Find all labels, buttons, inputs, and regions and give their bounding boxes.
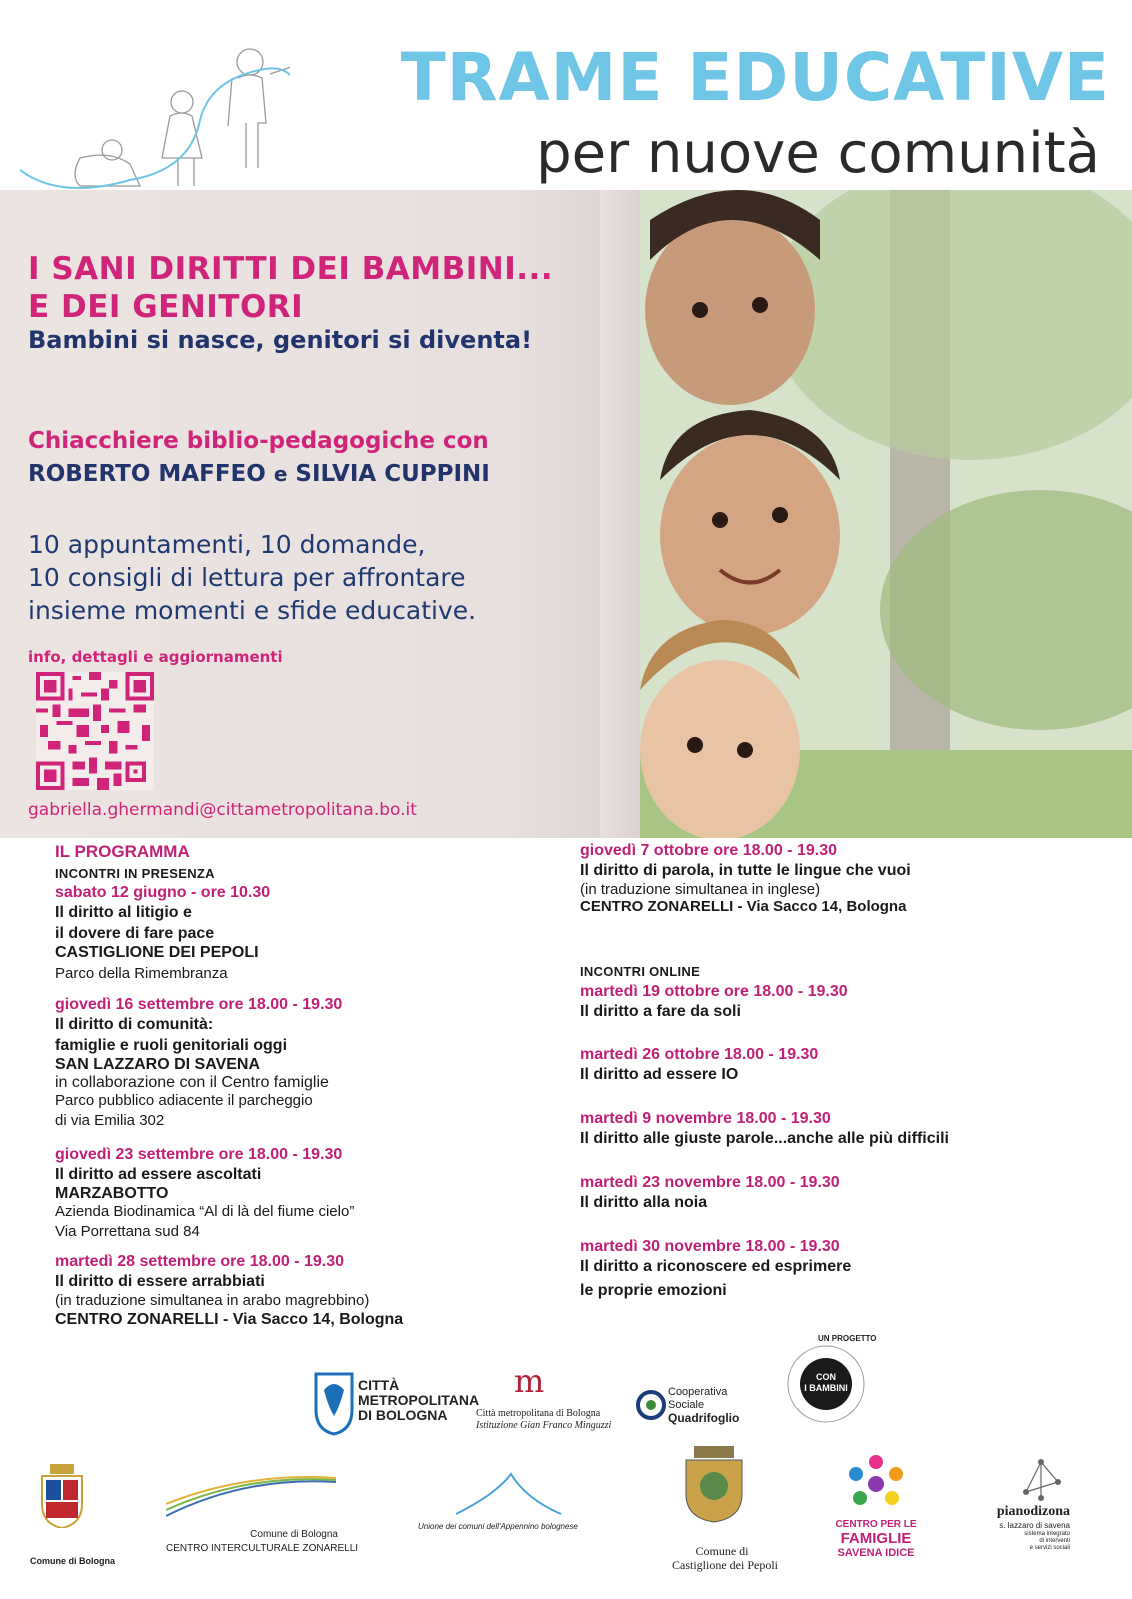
event-date: martedì 26 ottobre 18.00 - 19.30 bbox=[580, 1046, 819, 1063]
logo-text-line: Cooperativa bbox=[668, 1386, 728, 1398]
flower-people-icon bbox=[844, 1454, 908, 1514]
logo-text-line: Castiglione dei Pepoli bbox=[672, 1558, 778, 1572]
logo-text-line: s. lazzaro di savena bbox=[999, 1521, 1070, 1530]
logo-text-line: Istituzione Gian Franco Minguzzi bbox=[476, 1420, 612, 1431]
event-topic: le proprie emozioni bbox=[580, 1282, 727, 1299]
event-detail: di via Emilia 302 bbox=[55, 1112, 165, 1129]
event-place: CASTIGLIONE DEI PEPOLI bbox=[55, 944, 259, 961]
page-title: TRAME EDUCATIVE bbox=[400, 39, 1110, 116]
event-5 bbox=[580, 842, 911, 915]
logo-text-line: Comune di bbox=[695, 1544, 749, 1558]
chiacchiere-heading: Chiacchiere biblio-pedagogiche con bbox=[28, 428, 489, 454]
event-topic: Il diritto di comunità: bbox=[55, 1016, 214, 1033]
description-line: 10 appuntamenti, 10 domande, bbox=[28, 530, 426, 559]
logo-text-line: Unione dei comuni dell'Appennino bolognese bbox=[418, 1522, 578, 1531]
event-date: sabato 12 giugno - ore 10.30 bbox=[55, 884, 271, 901]
description bbox=[28, 528, 628, 627]
headline-line-1: I SANI DIRITTI DEI BAMBINI... bbox=[28, 251, 554, 287]
event-topic: il dovere di fare pace bbox=[55, 925, 215, 942]
logo-text-line: Comune di Bologna bbox=[30, 1556, 115, 1566]
logo-text-line: Quadrifoglio bbox=[668, 1411, 740, 1425]
online-event-1 bbox=[580, 983, 848, 1022]
description-line: 10 consigli di lettura per affrontare bbox=[28, 563, 466, 592]
event-place: CENTRO ZONARELLI - Via Sacco 14, Bologna bbox=[55, 1311, 404, 1328]
castiglione-crest-icon bbox=[682, 1446, 746, 1524]
speakers bbox=[28, 458, 490, 490]
event-detail: Via Porrettana sud 84 bbox=[55, 1223, 200, 1240]
logo-text-line: CITTÀ bbox=[358, 1377, 400, 1393]
event-date: martedì 19 ottobre ore 18.00 - 19.30 bbox=[580, 983, 848, 1000]
event-topic: Il diritto alla noia bbox=[580, 1194, 708, 1211]
logo-text-line: e servizi sociali bbox=[1029, 1545, 1070, 1551]
logo-text-line: Città metropolitana di Bologna bbox=[476, 1408, 601, 1419]
description-line: insieme momenti e sfide educative. bbox=[28, 596, 477, 625]
event-topic: Il diritto ad essere IO bbox=[580, 1066, 739, 1083]
logo-text-line: I BAMBINI bbox=[804, 1383, 848, 1393]
logo-text-line: Sociale bbox=[668, 1399, 705, 1411]
logo-quadrifoglio bbox=[636, 1384, 766, 1434]
logo-text-line: CON bbox=[816, 1372, 836, 1382]
logo-text-line: di interventi bbox=[1039, 1538, 1070, 1544]
logo-citta-metropolitana bbox=[314, 1370, 480, 1440]
logo-text-line: pianodizona bbox=[996, 1504, 1070, 1519]
event-topic: Il diritto ad essere ascoltati bbox=[55, 1166, 262, 1183]
headline-line-2: E DEI GENITORI bbox=[28, 289, 304, 325]
event-detail: Azienda Biodinamica “Al di là del fiume cielo” bbox=[55, 1203, 355, 1220]
children-photo bbox=[640, 190, 1132, 838]
contact-email[interactable]: gabriella.ghermandi@cittametropolitana.bo.it bbox=[28, 800, 417, 820]
logo-zonarelli bbox=[166, 1476, 359, 1568]
online-event-4 bbox=[580, 1174, 840, 1213]
logo-text-line: Comune di Bologna bbox=[250, 1529, 338, 1540]
logo-text-line: DI BOLOGNA bbox=[358, 1407, 448, 1423]
logo-text-line: sistema integrato bbox=[1024, 1531, 1070, 1537]
logo-piano-di-zona bbox=[962, 1452, 1082, 1572]
logo-text-line: FAMIGLIE bbox=[840, 1530, 912, 1547]
event-date: giovedì 7 ottobre ore 18.00 - 19.30 bbox=[580, 842, 837, 859]
event-topic: Il diritto alle giuste parole...anche alle più difficili bbox=[580, 1130, 949, 1147]
speaker-2: SILVIA CUPPINI bbox=[295, 461, 490, 487]
event-3 bbox=[55, 1146, 354, 1240]
event-topic: (in traduzione simultanea in arabo magrebbino) bbox=[55, 1292, 370, 1309]
tagline: Bambini si nasce, genitori si diventa! bbox=[28, 326, 533, 354]
event-topic: famiglie e ruoli genitoriali oggi bbox=[55, 1037, 288, 1054]
event-topic: (in traduzione simultanea in inglese) bbox=[580, 881, 821, 898]
event-2 bbox=[55, 996, 342, 1129]
in-person-label: INCONTRI IN PRESENZA bbox=[55, 866, 215, 881]
event-date: martedì 30 novembre 18.00 - 19.30 bbox=[580, 1238, 840, 1255]
clover-icon bbox=[636, 1390, 666, 1420]
logo-text-line: CENTRO INTERCULTURALE ZONARELLI bbox=[166, 1543, 359, 1554]
speaker-1: ROBERTO MAFFEO bbox=[28, 461, 266, 487]
online-event-5 bbox=[580, 1238, 851, 1301]
event-date: giovedì 23 settembre ore 18.00 - 19.30 bbox=[55, 1146, 343, 1163]
event-detail: Parco della Rimembranza bbox=[55, 965, 228, 982]
children-line-drawing bbox=[20, 40, 290, 190]
speaker-conj: e bbox=[273, 462, 288, 486]
event-4 bbox=[55, 1253, 403, 1329]
mm-monogram-icon: m bbox=[514, 1362, 545, 1400]
event-date: martedì 28 settembre ore 18.00 - 19.30 bbox=[55, 1253, 345, 1270]
event-topic: Il diritto di essere arrabbiati bbox=[55, 1273, 265, 1290]
online-event-2 bbox=[580, 1046, 818, 1085]
logo-text-line: UN PROGETTO bbox=[818, 1334, 877, 1343]
event-topic: Il diritto a fare da soli bbox=[580, 1003, 741, 1020]
event-topic: Il diritto di parola, in tutte le lingue che vuoi bbox=[580, 862, 911, 879]
info-label: info, dettagli e aggiornamenti bbox=[28, 648, 283, 666]
logo-castiglione bbox=[672, 1446, 782, 1586]
event-collab: in collaborazione con il Centro famiglie bbox=[55, 1074, 329, 1091]
logo-text-line: SAVENA IDICE bbox=[837, 1547, 915, 1559]
event-1 bbox=[55, 884, 270, 982]
event-topic: Il diritto al litigio e bbox=[55, 904, 192, 921]
event-date: martedì 23 novembre 18.00 - 19.30 bbox=[580, 1174, 840, 1191]
event-place: MARZABOTTO bbox=[55, 1185, 169, 1202]
page-subtitle: per nuove comunità bbox=[536, 121, 1100, 186]
online-label: INCONTRI ONLINE bbox=[580, 964, 701, 979]
logo-minguzzi bbox=[476, 1362, 616, 1440]
event-topic: Il diritto a riconoscere ed esprimere bbox=[580, 1258, 852, 1275]
qr-code[interactable] bbox=[36, 672, 154, 790]
network-nodes-icon bbox=[1016, 1452, 1066, 1502]
logo-text-line: CENTRO PER LE bbox=[835, 1519, 917, 1530]
lion-crest-icon bbox=[314, 1370, 354, 1436]
event-place: CENTRO ZONARELLI - Via Sacco 14, Bologna bbox=[580, 898, 907, 915]
online-event-3 bbox=[580, 1110, 949, 1149]
logo-comune-bologna bbox=[30, 1464, 120, 1574]
event-detail: Parco pubblico adiacente il parcheggio bbox=[55, 1092, 313, 1109]
event-place: SAN LAZZARO DI SAVENA bbox=[55, 1056, 261, 1073]
bologna-crest-icon bbox=[40, 1464, 84, 1528]
mountain-arc-icon bbox=[446, 1468, 566, 1518]
logo-text-line: METROPOLITANA bbox=[358, 1392, 480, 1408]
event-date: martedì 9 novembre 18.00 - 19.30 bbox=[580, 1110, 831, 1127]
logo-con-i-bambini bbox=[782, 1334, 877, 1434]
event-date: giovedì 16 settembre ore 18.00 - 19.30 bbox=[55, 996, 343, 1013]
logo-unione-appennino bbox=[418, 1468, 598, 1538]
zonarelli-arcs-icon bbox=[166, 1476, 336, 1526]
logo-centro-famiglie bbox=[832, 1454, 922, 1574]
program-title: IL PROGRAMMA bbox=[55, 842, 190, 861]
